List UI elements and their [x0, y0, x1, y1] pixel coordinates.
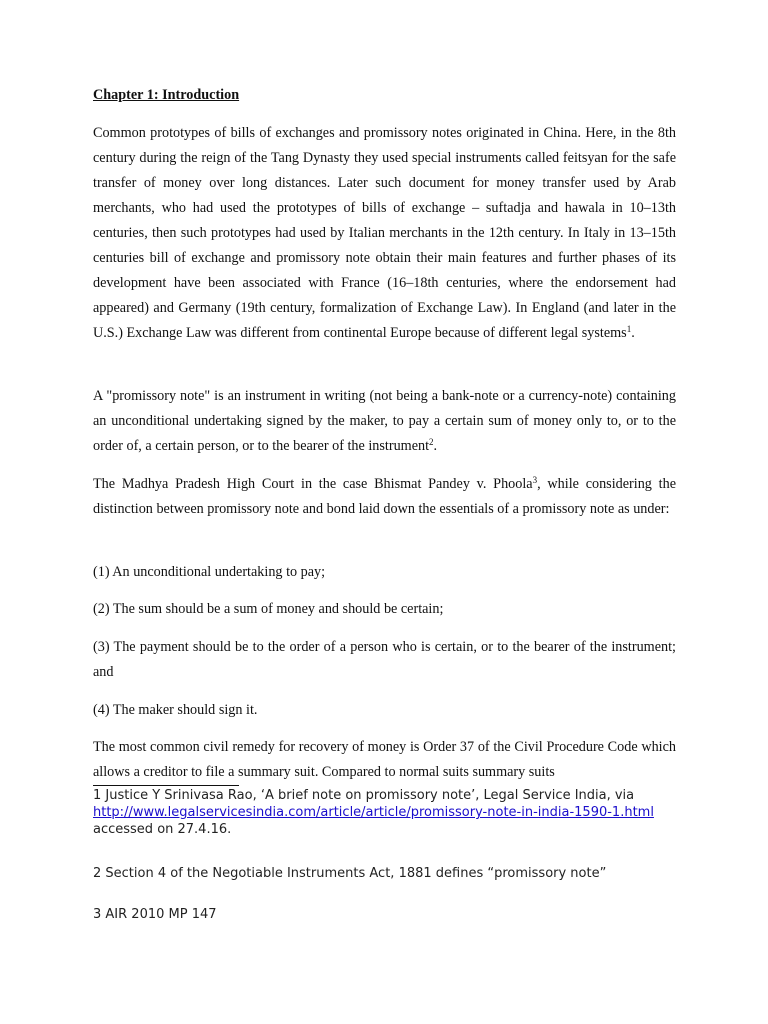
paragraph-history — [93, 121, 676, 346]
footnote-1-link[interactable]: http://www.legalservicesindia.com/article/article/promissory-note-in-india-1590-1.html — [93, 805, 654, 820]
paragraph-history-text: Common prototypes of bills of exchanges and promissory notes originated in China. Here, in the 8th century during the reign of the Tang Dynasty they used special instruments called feitsyan for the safe transfer of money over long distances. Later such document for money transfer used by Arab merchants, who had used the prototypes of bills of exchange – suftadja and hawala in 10–13th centuries, then such prototypes had used by Italian merchants in the 12th century. In Italy in 13–15th centuries bill of exchange and promissory note obtain their main features and further phases of its development have been associated with France (16–18th centuries, where the endorsement had appeared) and Germany (19th century, formalization of Exchange Law). In England (and later in the U.S.) Exchange Law was different from continental Europe because of different legal systems — [93, 125, 676, 341]
paragraph-definition — [93, 384, 676, 459]
footnote-ref-2[interactable]: 2 — [429, 437, 434, 447]
footnote-1-text: 1 Justice Y Srinivasa Rao, ‘A brief note on promissory note’, Legal Service India, via — [93, 788, 635, 803]
paragraph-case-law — [93, 472, 676, 522]
footnote-separator — [93, 785, 239, 786]
paragraph-case-law-after: , while considering the distinction between promissory note and bond laid down the essentials of a promissory note as under: — [93, 476, 676, 517]
footnote-ref-1[interactable]: 1 — [626, 324, 632, 334]
essential-item-2: (2) The sum should be a sum of money and should be certain; — [93, 601, 444, 617]
footnote-3: 3 AIR 2010 MP 147 — [93, 907, 217, 922]
essential-item-4: (4) The maker should sign it. — [93, 702, 258, 718]
paragraph-case-law-before: The Madhya Pradesh High Court in the case Bhismat Pandey v. Phoola — [93, 476, 533, 492]
footnote-2: 2 Section 4 of the Negotiable Instruments Act, 1881 defines “promissory note” — [93, 866, 607, 881]
footnote-1 — [93, 787, 676, 838]
footnote-ref-3[interactable]: 3 — [532, 475, 538, 485]
footnote-1-accessed: accessed on 27.4.16. — [93, 822, 232, 837]
chapter-heading: Chapter 1: Introduction — [93, 87, 240, 103]
essential-item-3: (3) The payment should be to the order of a person who is certain, or to the bearer of the instrument; and — [93, 639, 676, 680]
paragraph-definition-tail: . — [433, 438, 438, 454]
paragraph-history-tail: . — [631, 325, 635, 341]
paragraph-definition-text: A "promissory note" is an instrument in writing (not being a bank-note or a currency-note) containing an unconditional undertaking signed by the maker, to pay a certain sum of money only to, or to the order of, a certain person, or to the bearer of the instrument — [93, 388, 676, 454]
essential-item-1: (1) An unconditional undertaking to pay; — [93, 564, 326, 580]
paragraph-civil-remedy: The most common civil remedy for recovery of money is Order 37 of the Civil Procedure Code which allows a creditor to file a summary suit. Compared to normal suits summary suits — [93, 739, 676, 780]
